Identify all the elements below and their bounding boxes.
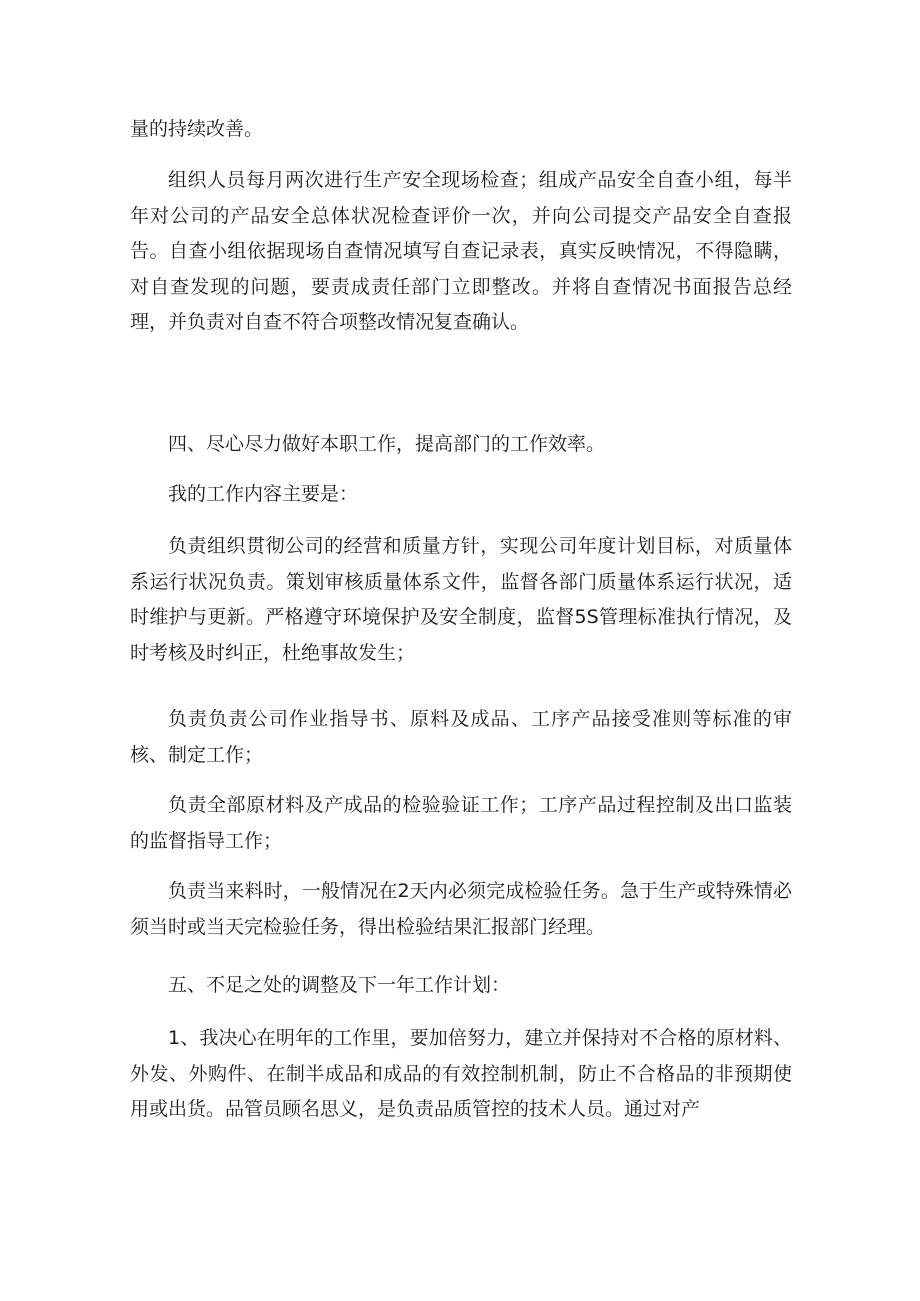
paragraph-duty-quality-system: 负责组织贯彻公司的经营和质量方针，实现公司年度计划目标，对质量体系运行状况负责。策划审核质量体系文件，监督各部门质量体系运行状况，适时维护与更新。严格遵守环境保护及安全制度，监督5S管理标准执行情况，及时考核及时纠正，杜绝事故发生； — [130, 535, 792, 664]
section-heading-four: 四、尽心尽力做好本职工作，提高部门的工作效率。 — [168, 433, 606, 455]
paragraph-duty-inspection: 负责全部原材料及产成品的检验验证工作；工序产品过程控制及出口监装的监督指导工作； — [130, 794, 792, 852]
paragraph-work-intro: 我的工作内容主要是： — [168, 483, 359, 505]
paragraph-duty-incoming: 负责当来料时，一般情况在2天内必须完成检验任务。急于生产或特殊情必须当时或当天完检验任务，得出检验结果汇报部门经理。 — [130, 880, 792, 938]
section-heading-five: 五、不足之处的调整及下一年工作计划： — [168, 974, 511, 996]
paragraph-duty-standards: 负责负责公司作业指导书、原料及成品、工序产品接受准则等标准的审核、制定工作； — [130, 708, 792, 766]
paragraph-safety-inspection: 组织人员每月两次进行生产安全现场检查；组成产品安全自查小组，每半年对公司的产品安全总体状况检查评价一次，并向公司提交产品安全自查报告。自查小组依据现场自查情况填写自查记录表，真实反映情况，不得隐瞒，对自查发现的问题，要责成责任部门立即整改。并将自查情况书面报告总经理，并负责对自查不符合项整改情况复查确认。 — [130, 169, 792, 333]
paragraph-plan-one: 1、我决心在明年的工作里，要加倍努力，建立并保持对不合格的原材料、外发、外购件、在制半成品和成品的有效控制机制，防止不合格品的非预期使用或出货。品管员顾名思义，是负责品质管控的技术人员。通过对产 — [130, 1027, 792, 1120]
paragraph-continuation: 量的持续改善。 — [130, 118, 264, 140]
